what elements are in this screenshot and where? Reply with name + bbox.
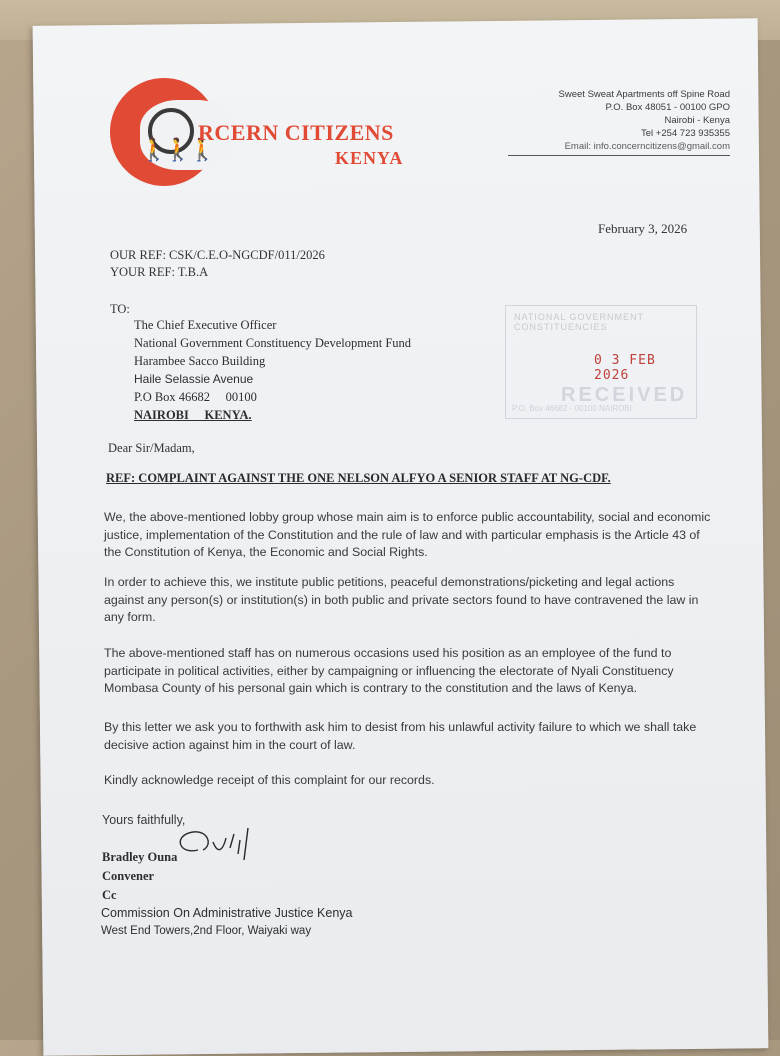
signature-icon <box>168 820 268 870</box>
subject-line: REF: COMPLAINT AGAINST THE ONE NELSON ALFYO A SENIOR STAFF AT NG-CDF. <box>106 471 611 485</box>
to-label: TO: <box>110 302 130 316</box>
closing: Yours faithfully, <box>102 813 186 827</box>
cc-recipient <box>101 904 352 940</box>
signatory-title: Convener <box>102 869 155 883</box>
body-paragraph: Kindly acknowledge receipt of this complaint for our records. <box>104 773 435 787</box>
address-line: Tel +254 723 935355 <box>640 128 730 139</box>
stamp-footer: P.O. Box 46682 - 00100 NAIROBI <box>512 404 632 413</box>
signatory-block <box>102 848 177 905</box>
address-line: P.O. Box 48051 - 00100 GPO <box>605 102 730 113</box>
body-paragraph: We, the above-mentioned lobby group whose main aim is to enforce public accountability, social and economic justice, implementation of the Constitution and the rule of law and with particular emphasis is the Article 43 of the Constitution of Kenya, the Economic and Social Rights. <box>104 510 711 559</box>
recipient-line: Haile Selassie Avenue <box>134 372 254 386</box>
organization-logo <box>110 78 420 188</box>
body-paragraph: By this letter we ask you to forthwith ask him to desist from his unlawful activity failure to which we shall take decisive action against him in the court of law. <box>104 720 697 752</box>
received-stamp <box>505 305 697 419</box>
your-ref: YOUR REF: T.B.A <box>110 265 209 279</box>
stamp-date: 0 3 FEB 2026 <box>594 353 656 383</box>
recipient-line: The Chief Executive Officer <box>134 318 277 332</box>
reference-block <box>110 247 325 281</box>
people-icon: 🚶🚶🚶 <box>140 138 214 163</box>
recipient-line: P.O Box 46682 00100 <box>134 390 257 404</box>
address-divider <box>508 155 730 156</box>
cc-label: Cc <box>102 888 117 902</box>
org-country: KENYA <box>335 148 404 168</box>
salutation: Dear Sir/Madam, <box>108 441 195 455</box>
cc-address: West End Towers,2nd Floor, Waiyaki way <box>101 925 312 937</box>
recipient-line: Harambee Sacco Building <box>134 354 266 368</box>
stamp-header: NATIONAL GOVERNMENT CONSTITUENCIES <box>514 312 644 332</box>
our-ref: OUR REF: CSK/C.E.O-NGCDF/011/2026 <box>110 248 325 262</box>
recipient-city: NAIROBI KENYA. <box>134 408 252 422</box>
cc-org: Commission On Administrative Justice Kenya <box>101 906 353 920</box>
address-line: Nairobi - Kenya <box>664 115 730 126</box>
recipient-address <box>134 316 411 424</box>
body-paragraph: In order to achieve this, we institute public petitions, peaceful demonstrations/picketing and legal actions against any person(s) or institution(s) in both public and private sectors found to have contravened the law in any form. <box>104 575 699 624</box>
address-line: Sweet Sweat Apartments off Spine Road <box>558 89 730 100</box>
address-email: Email: info.concerncitizens@gmail.com <box>564 141 730 152</box>
signatory-name: Bradley Ouna <box>102 850 178 864</box>
org-name: RCERN CITIZENS <box>198 120 394 145</box>
stamp-label: RECEIVED <box>561 384 688 406</box>
recipient-line: National Government Constituency Development Fund <box>134 336 412 350</box>
letter-date: February 3, 2026 <box>598 221 688 236</box>
body-paragraph: The above-mentioned staff has on numerous occasions used his position as an employee of the fund to participate in political activities, either by campaigning or influencing the electorate of Nyali Constituency Mombasa County of his personal gain which is contrary to the constitution and the laws of Kenya. <box>104 646 674 695</box>
letterhead-address <box>559 88 730 153</box>
